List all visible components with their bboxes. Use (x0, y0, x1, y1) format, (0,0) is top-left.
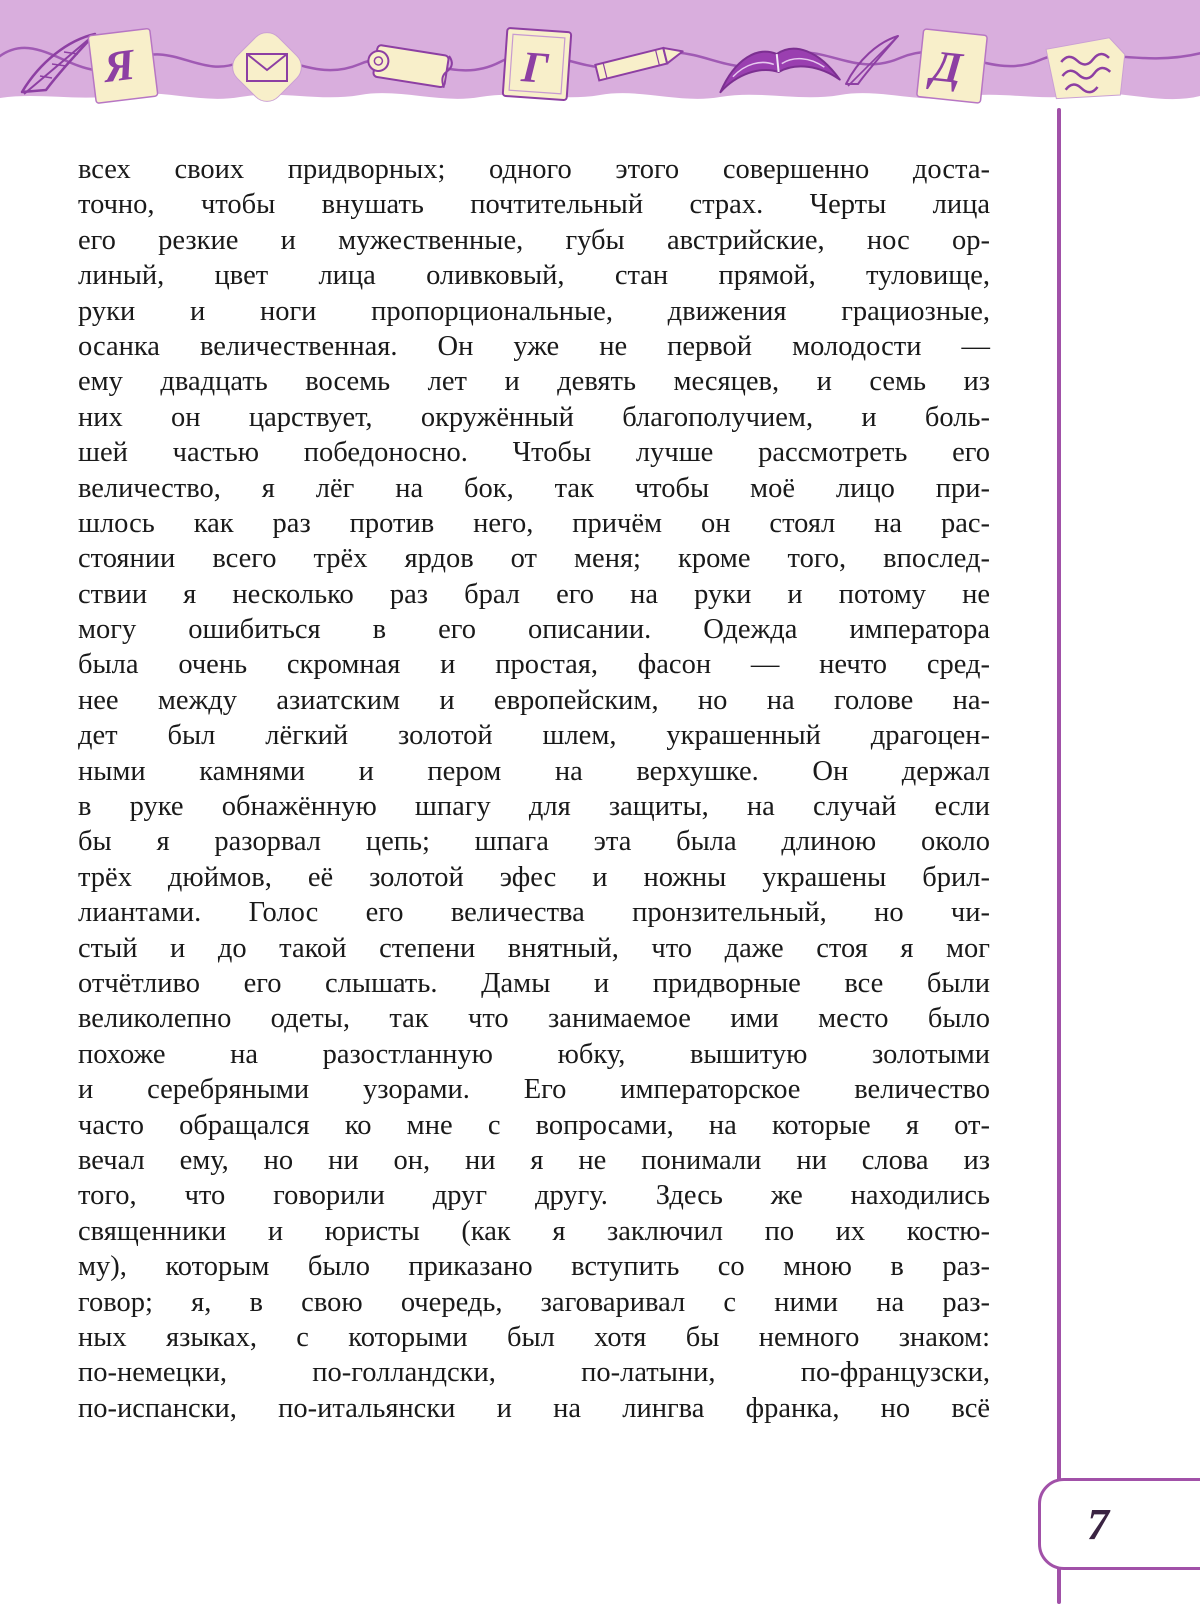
text-line: ему двадцать восемь лет и девять месяцев, и семь из (78, 366, 990, 398)
text-line: вечал ему, но ни он, ни я не понимали ни слова из (78, 1144, 990, 1176)
text-line: трёх дюймов, её золотой эфес и ножны украшены брил- (78, 861, 990, 893)
text-line: часто обращался ко мне с вопросами, на которые я от- (78, 1109, 990, 1141)
letter-paper-icon (917, 29, 988, 103)
text-line: ными камнями и пером на верхушке. Он держал (78, 755, 990, 787)
text-line: говор; я, в свою очередь, заговаривал с ними на раз- (78, 1286, 990, 1318)
text-line: похоже на разостланную юбку, вышитую золотыми (78, 1038, 990, 1070)
text-line: стоянии всего трёх ярдов от меня; кроме того, впослед- (78, 543, 990, 575)
text-line: того, что говорили друг другу. Здесь же находились (78, 1180, 990, 1212)
text-line: ствии я несколько раз брал его на руки и потому не (78, 578, 990, 610)
text-line: линый, цвет лица оливковый, стан прямой, туловище, (78, 260, 990, 292)
text-line: осанка величественная. Он уже не первой молодости — (78, 330, 990, 362)
decorative-header (0, 0, 1200, 118)
body-text (78, 152, 990, 1426)
text-line: священники и юристы (как я заключил по их костю- (78, 1215, 990, 1247)
text-line: по-немецки, по-голландски, по-латыни, по-французски, (78, 1357, 990, 1389)
header-band-shape (0, 0, 1200, 99)
text-line: и серебряными узорами. Его императорское величество (78, 1074, 990, 1106)
text-line: была очень скромная и простая, фасон — нечто сред- (78, 649, 990, 681)
letter-paper-icon (88, 28, 158, 103)
text-line: великолепно одеты, так что занимаемое ими место было (78, 1003, 990, 1035)
paper-letter: Д (929, 41, 965, 93)
text-line: них он царствует, окружённый благополучием, и боль- (78, 401, 990, 433)
text-line: нее между азиатским и европейским, но на голове на- (78, 684, 990, 716)
text-line: шей частью победоносно. Чтобы лучше рассмотреть его (78, 437, 990, 469)
text-line: руки и ноги пропорциональные, движения грациозные, (78, 295, 990, 327)
text-line: шлось как раз против него, причём он стоял на рас- (78, 507, 990, 539)
text-line: ных языках, с которыми был хотя бы немного знаком: (78, 1321, 990, 1353)
text-line: его резкие и мужественные, губы австрийские, нос ор- (78, 224, 990, 256)
text-line: в руке обнажённую шпагу для защиты, на случай если (78, 791, 990, 823)
notebook-letter: Г (520, 42, 551, 93)
notebook-icon (503, 28, 572, 100)
paper-letter: Я (101, 39, 138, 93)
text-line: точно, чтобы внушать почтительный страх. Черты лица (78, 189, 990, 221)
page-number: 7 (1087, 1499, 1109, 1549)
text-line: лиантами. Голос его величества пронзительный, но чи- (78, 897, 990, 929)
text-line: величество, я лёг на бок, так чтобы моё лицо при- (78, 472, 990, 504)
right-margin-rule (1057, 108, 1061, 1604)
text-line: всех своих придворных; одного этого совершенно доста- (78, 154, 990, 185)
text-line: му), которым было приказано вступить со мною в раз- (78, 1251, 990, 1283)
text-line: могу ошибиться в его описании. Одежда императора (78, 614, 990, 646)
text-line: дет был лёгкий золотой шлем, украшенный драгоцен- (78, 720, 990, 752)
text-line: бы я разорвал цепь; шпага эта была длиною около (78, 826, 990, 858)
page-number-badge (1038, 1478, 1200, 1570)
text-line: стый и до такой степени внятный, что даже стоя я мог (78, 932, 990, 964)
text-line: по-испански, по-итальянски и на лингва франка, но всё (78, 1392, 990, 1424)
text-line: отчётливо его слышать. Дамы и придворные все были (78, 967, 990, 999)
